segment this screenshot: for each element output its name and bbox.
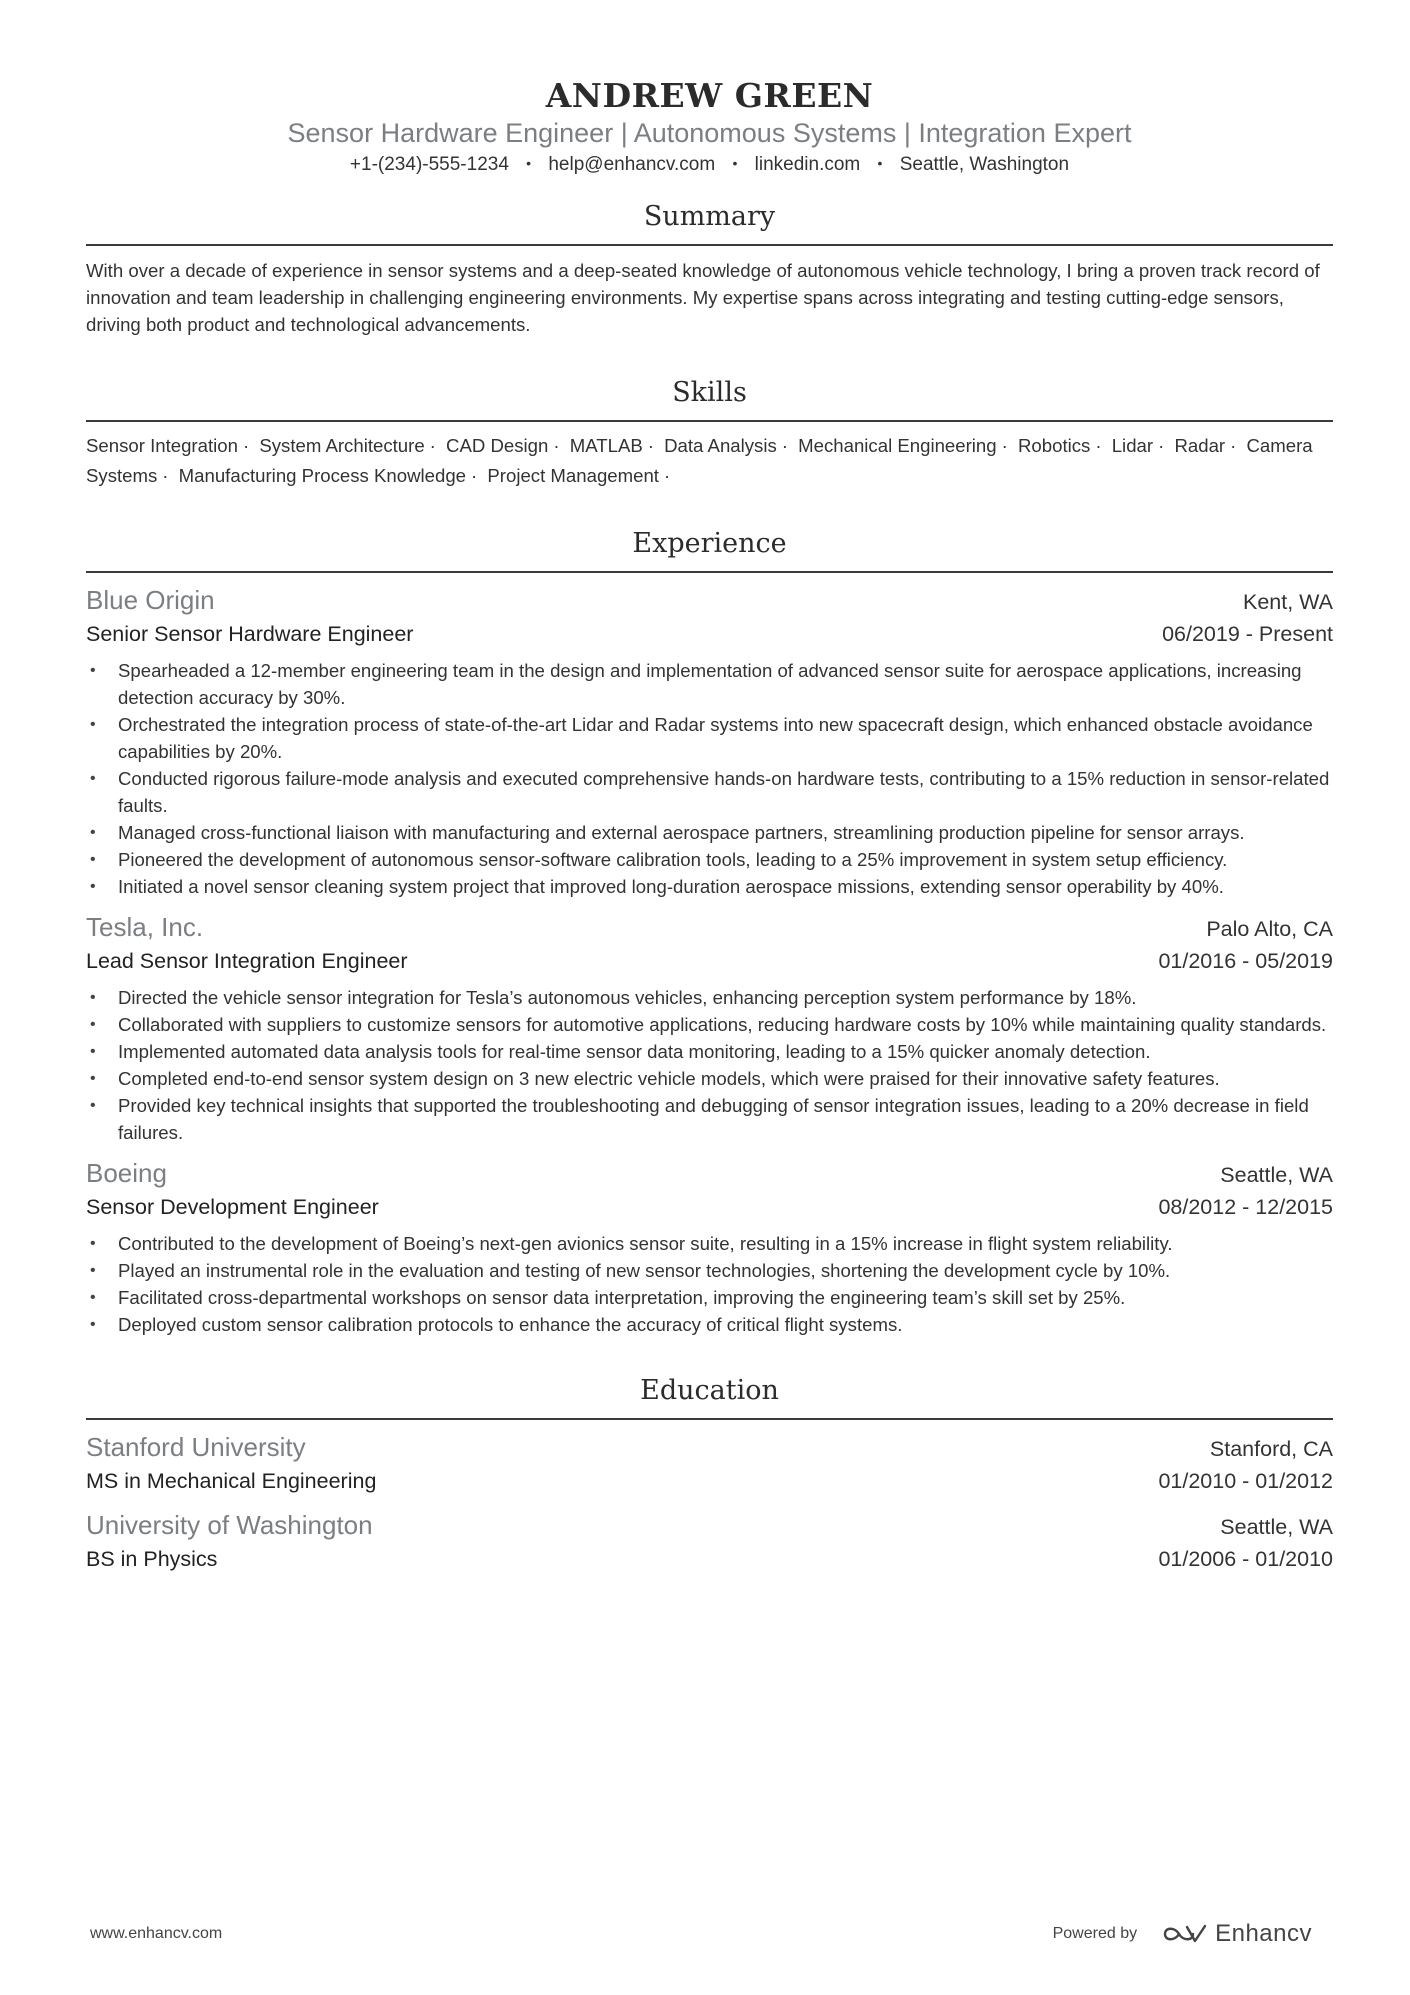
- experience-header-row: [86, 583, 1333, 617]
- skill-item: Manufacturing Process Knowledge: [178, 465, 467, 486]
- school-name: University of Washington: [86, 1510, 373, 1540]
- skill-item: Radar: [1174, 435, 1226, 456]
- experience-header-row: [86, 910, 1333, 944]
- achievement-bullet: • Managed cross-functional liaison with manufacturing and external aerospace partners, streamlining production pipeline for sensor arrays.: [86, 819, 1333, 846]
- separator-dot: •: [877, 155, 883, 171]
- experience-entry: [86, 1156, 1333, 1338]
- skill-separator: ·: [1230, 435, 1237, 456]
- achievement-bullet: • Initiated a novel sensor cleaning system project that improved long-duration aerospace missions, extending sensor operability by 40%.: [86, 873, 1333, 900]
- resume-header: [86, 0, 1333, 178]
- achievement-list: [86, 1230, 1333, 1338]
- skill-item: Robotics: [1018, 435, 1091, 456]
- skill-separator: ·: [1001, 435, 1008, 456]
- powered-by-label: Powered by: [1052, 1925, 1138, 1942]
- experience-role-row: [86, 1190, 1333, 1224]
- education-entry: [86, 1508, 1333, 1576]
- experience-role-row: [86, 617, 1333, 651]
- skill-item: Camera Systems: [86, 435, 1313, 486]
- school-location: Stanford, CA: [1209, 1437, 1333, 1461]
- job-location: Palo Alto, CA: [1206, 917, 1333, 941]
- website-link[interactable]: www.enhancv.com: [90, 1925, 223, 1942]
- skill-separator: ·: [471, 465, 478, 486]
- skills-list: [86, 431, 1333, 491]
- section-divider: [86, 1418, 1333, 1420]
- skill-separator: ·: [1158, 435, 1165, 456]
- skill-item: System Architecture: [259, 435, 425, 456]
- skill-item: Data Analysis: [664, 435, 777, 456]
- education-list: [86, 1430, 1333, 1576]
- achievement-bullet: • Completed end-to-end sensor system design on 3 new electric vehicle models, which were praised for their innovative safety features.: [86, 1065, 1333, 1092]
- achievement-bullet: • Spearheaded a 12-member engineering team in the design and implementation of advanced sensor suite for aerospace applications, increasing detection accuracy by 30%.: [86, 657, 1333, 711]
- email-link[interactable]: help@enhancv.com: [548, 154, 716, 175]
- experience-role-row: [86, 944, 1333, 978]
- experience-list: [86, 583, 1333, 1338]
- achievement-bullet: • Orchestrated the integration process of state-of-the-art Lidar and Radar systems into new spacecraft design, which enhanced obstacle avoidance capabilities by 20%.: [86, 711, 1333, 765]
- achievement-bullet: • Implemented automated data analysis tools for real-time sensor data monitoring, leading to a 15% quicker anomaly detection.: [86, 1038, 1333, 1065]
- skill-separator: ·: [647, 435, 654, 456]
- job-dates: 01/2016 - 05/2019: [1158, 949, 1333, 973]
- achievement-bullet: • Deployed custom sensor calibration protocols to enhance the accuracy of critical flight systems.: [86, 1311, 1333, 1338]
- company-name: Blue Origin: [86, 585, 215, 615]
- education-header-row: [86, 1430, 1333, 1464]
- skill-separator: ·: [553, 435, 560, 456]
- experience-header-row: [86, 1156, 1333, 1190]
- summary-heading: Summary: [643, 201, 776, 232]
- brand-name: Enhancv: [1215, 1920, 1312, 1947]
- achievement-list: [86, 984, 1333, 1146]
- achievement-bullet: • Facilitated cross-departmental workshops on sensor data interpretation, improving the engineering team’s skill set by 25%.: [86, 1284, 1333, 1311]
- skill-item: MATLAB: [569, 435, 643, 456]
- achievement-bullet: • Pioneered the development of autonomous sensor-software calibration tools, leading to a 25% improvement in system setup efficiency.: [86, 846, 1333, 873]
- resume-page: [86, 0, 1333, 1995]
- education-heading: Education: [640, 1375, 779, 1406]
- achievement-bullet: • Collaborated with suppliers to customize sensors for automotive applications, reducing hardware costs by 10% while maintaining quality standards.: [86, 1011, 1333, 1038]
- powered-by: [1053, 1920, 1312, 1948]
- experience-entry: [86, 583, 1333, 900]
- achievement-bullet: • Played an instrumental role in the evaluation and testing of new sensor technologies, shortening the development cycle by 10%.: [86, 1257, 1333, 1284]
- job-location: Kent, WA: [1242, 590, 1333, 614]
- section-divider: [86, 420, 1333, 422]
- location: Seattle, Washington: [899, 154, 1070, 175]
- education-dates: 01/2010 - 01/2012: [1158, 1469, 1333, 1493]
- achievement-bullet: • Contributed to the development of Boeing’s next-gen avionics sensor suite, resulting in a 15% increase in flight system reliability.: [86, 1230, 1333, 1257]
- skill-separator: ·: [781, 435, 788, 456]
- page-footer: [90, 1914, 1312, 1954]
- skill-separator: ·: [162, 465, 169, 486]
- education-degree-row: [86, 1542, 1333, 1576]
- job-title: Lead Sensor Integration Engineer: [86, 949, 408, 973]
- section-divider: [86, 571, 1333, 573]
- skill-separator: ·: [242, 435, 250, 456]
- education-entry: [86, 1430, 1333, 1498]
- company-name: Tesla, Inc.: [86, 912, 204, 942]
- achievement-bullet: • Conducted rigorous failure-mode analysis and executed comprehensive hands-on hardware tests, contributing to a 15% reduction in sensor-related faults.: [86, 765, 1333, 819]
- job-location: Seattle, WA: [1220, 1163, 1333, 1187]
- school-location: Seattle, WA: [1220, 1515, 1333, 1539]
- experience-heading: Experience: [632, 528, 787, 559]
- separator-dot: •: [526, 155, 532, 171]
- skill-item: Project Management: [487, 465, 659, 486]
- candidate-headline: Sensor Hardware Engineer | Autonomous Systems | Integration Expert: [287, 118, 1132, 148]
- skill-separator: ·: [1095, 435, 1102, 456]
- skill-separator: ·: [663, 465, 671, 486]
- achievement-bullet: • Directed the vehicle sensor integration for Tesla’s autonomous vehicles, enhancing perception system performance by 18%.: [86, 984, 1333, 1011]
- experience-entry: [86, 910, 1333, 1146]
- skill-item: CAD Design: [446, 435, 549, 456]
- company-name: Boeing: [86, 1158, 167, 1188]
- degree: BS in Physics: [86, 1547, 218, 1571]
- brand-logo[interactable]: [1163, 1920, 1312, 1948]
- education-header-row: [86, 1508, 1333, 1542]
- phone: +1-(234)-555-1234: [349, 154, 509, 175]
- skill-item: Mechanical Engineering: [798, 435, 997, 456]
- job-dates: 08/2012 - 12/2015: [1158, 1195, 1333, 1219]
- skill-item: Sensor Integration: [86, 435, 238, 456]
- job-title: Senior Sensor Hardware Engineer: [86, 622, 414, 646]
- degree: MS in Mechanical Engineering: [86, 1469, 377, 1493]
- enhancv-logo-icon: [1163, 1923, 1207, 1945]
- school-name: Stanford University: [86, 1432, 306, 1462]
- job-title: Sensor Development Engineer: [86, 1195, 379, 1219]
- achievement-list: [86, 657, 1333, 900]
- summary-text: With over a decade of experience in sensor systems and a deep-seated knowledge of autonomous vehicle technology, I bring a proven track record of innovation and team leadership in challenging engineering environments. My expertise spans across integrating and testing cutting-edge sensors, driving both product and technological advancements.: [86, 260, 1320, 335]
- job-dates: 06/2019 - Present: [1162, 622, 1333, 646]
- separator-dot: •: [732, 155, 738, 171]
- education-dates: 01/2006 - 01/2010: [1158, 1547, 1333, 1571]
- candidate-name: ANDREW GREEN: [545, 76, 874, 115]
- skill-item: Lidar: [1111, 435, 1154, 456]
- contact-line: [86, 152, 1333, 178]
- achievement-bullet: • Provided key technical insights that supported the troubleshooting and debugging of sensor integration issues, leading to a 20% decrease in field failures.: [86, 1092, 1333, 1146]
- skills-heading: Skills: [672, 377, 747, 408]
- linkedin-link[interactable]: linkedin.com: [754, 154, 861, 175]
- section-divider: [86, 244, 1333, 246]
- education-degree-row: [86, 1464, 1333, 1498]
- skill-separator: ·: [429, 435, 436, 456]
